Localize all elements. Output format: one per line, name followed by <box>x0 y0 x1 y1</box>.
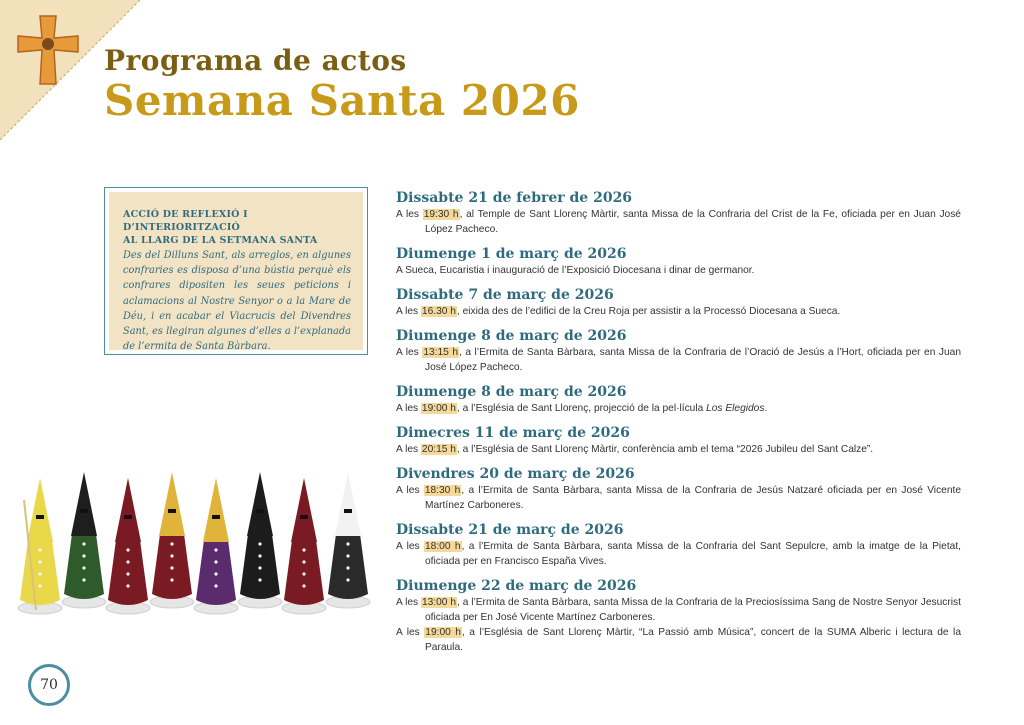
nazarene-figurine <box>326 472 370 608</box>
event-text: A Sueca, Eucaristia i inauguració de l’Exposició Diocesana i dinar de germanor. <box>396 265 755 276</box>
nazarene-figurine <box>150 472 194 608</box>
nazarene-figurine <box>62 472 106 608</box>
event-text: , a l’Ermita de Santa Bàrbara, santa Missa de la Confraria del Sant Sepulcre, amb la imatge de la Pietat, oficiada per en Francisco España Vives. <box>425 541 961 567</box>
event-prefix: A les <box>396 306 421 317</box>
info-heading-line1: ACCIÓ DE REFLEXIÓ I D’INTERIORITZACIÓ <box>123 209 248 233</box>
event-prefix: A les <box>396 485 424 496</box>
event-time: 20:15 h <box>421 444 456 455</box>
event-time: 18:00 h <box>425 541 461 552</box>
event-text: , a l’Església de Sant Llorenç Màrtir, conferència amb el tema “2026 Jubileu del Sant Calze”. <box>456 444 874 455</box>
nazarene-figurines-photo <box>10 440 382 620</box>
event-description <box>396 304 961 319</box>
event-item <box>396 190 961 237</box>
event-item <box>396 466 961 513</box>
event-description <box>396 483 961 513</box>
event-time: 19:00 h <box>425 627 461 638</box>
event-text: , a l’Ermita de Santa Bàrbara, santa Missa de la Confraria de l’Oració de Jesús a l’Hort, oficiada per en Juan José López Pacheco. <box>425 347 961 373</box>
event-text: , a l’Església de Sant Llorenç Màrtir, “La Passió amb Música”, concert de la SUMA Alberic i lectura de la Paraula. <box>425 627 961 653</box>
event-text: , eixida des de l’edifici de la Creu Roja per assistir a la Processó Diocesana a Sueca. <box>456 306 841 317</box>
nazarene-figurine <box>238 472 282 608</box>
event-date: Diumenge 1 de març de 2026 <box>396 246 627 262</box>
event-date: Dissabte 21 de febrer de 2026 <box>396 190 633 206</box>
event-time: 13:00 h <box>421 597 457 608</box>
page-title: Semana Santa 2026 <box>104 76 580 125</box>
event-time: 19:30 h <box>423 209 459 220</box>
event-description <box>396 539 961 569</box>
event-film-title: Los Elegidos <box>706 403 765 414</box>
event-item <box>396 287 961 319</box>
event-item <box>396 425 961 457</box>
event-description <box>396 401 961 416</box>
info-text: Des del Dilluns Sant, als arreglos, en algunes confraries es disposa d’una bústia perquè els confrares dipositen les seues peticions i aclamacions al Nostre Senyor o a la Mare de Déu, i en acabar el Viacrucis del Divendres Sant, es llegiran algunes d’elles a l’explanada de l’ermita de Santa Bàrbara. <box>123 250 351 353</box>
nazarene-figurine <box>106 478 150 614</box>
event-prefix: A les <box>396 444 421 455</box>
event-text: , a l’Ermita de Santa Bàrbara, santa Missa de la Confraria de Jesús Natzaré oficiada per en José Vicente Martínez Carboneres. <box>425 485 961 511</box>
event-text: , al Temple de Sant Llorenç Màrtir, santa Missa de la Confraria del Crist de la Fe, oficiada per en Juan José López Pacheco. <box>425 209 961 235</box>
event-time: 16.30 h <box>421 306 456 317</box>
info-box-inner <box>109 192 363 353</box>
event-item <box>396 578 961 655</box>
event-prefix: A les <box>396 347 423 358</box>
event-item <box>396 328 961 375</box>
event-item <box>396 384 961 416</box>
reflection-info-box <box>104 187 368 355</box>
nazarene-figurine <box>194 478 238 614</box>
page-number: 70 <box>28 664 70 706</box>
event-description <box>396 625 961 655</box>
nazarene-figurine <box>282 478 326 614</box>
event-description <box>396 442 961 457</box>
event-description <box>396 263 961 278</box>
event-time: 19:00 h <box>421 403 456 414</box>
event-suffix: . <box>764 403 768 414</box>
nazarene-figurine <box>18 478 62 614</box>
event-description <box>396 595 961 625</box>
page-subtitle: Programa de actos <box>104 44 407 77</box>
event-date: Diumenge 8 de març de 2026 <box>396 384 627 400</box>
event-date: Dissabte 7 de març de 2026 <box>396 287 614 303</box>
event-prefix: A les <box>396 627 425 638</box>
event-time: 18:30 h <box>424 485 461 496</box>
event-text: , a l’Església de Sant Llorenç, projecció de la pel·lícula <box>456 403 707 414</box>
event-item <box>396 522 961 569</box>
event-prefix: A les <box>396 597 421 608</box>
event-prefix: A les <box>396 209 423 220</box>
event-date: Dimecres 11 de març de 2026 <box>396 425 630 441</box>
event-description <box>396 207 961 237</box>
event-prefix: A les <box>396 541 425 552</box>
event-description <box>396 345 961 375</box>
events-program <box>396 190 961 664</box>
event-date: Divendres 20 de març de 2026 <box>396 466 635 482</box>
event-date: Dissabte 21 de març de 2026 <box>396 522 624 538</box>
event-time: 13:15 h <box>423 347 458 358</box>
info-heading-line2: AL LLARG DE LA SETMANA SANTA <box>123 235 318 246</box>
event-date: Diumenge 22 de març de 2026 <box>396 578 637 594</box>
event-date: Diumenge 8 de març de 2026 <box>396 328 627 344</box>
event-prefix: A les <box>396 403 421 414</box>
event-text: , a l’Ermita de Santa Bàrbara, santa Missa de la Confraria de la Preciosíssima Sang de Nostre Senyor Jesucrist oficiada per En José Vicente Martínez Carboneres. <box>425 597 961 623</box>
event-item <box>396 246 961 278</box>
